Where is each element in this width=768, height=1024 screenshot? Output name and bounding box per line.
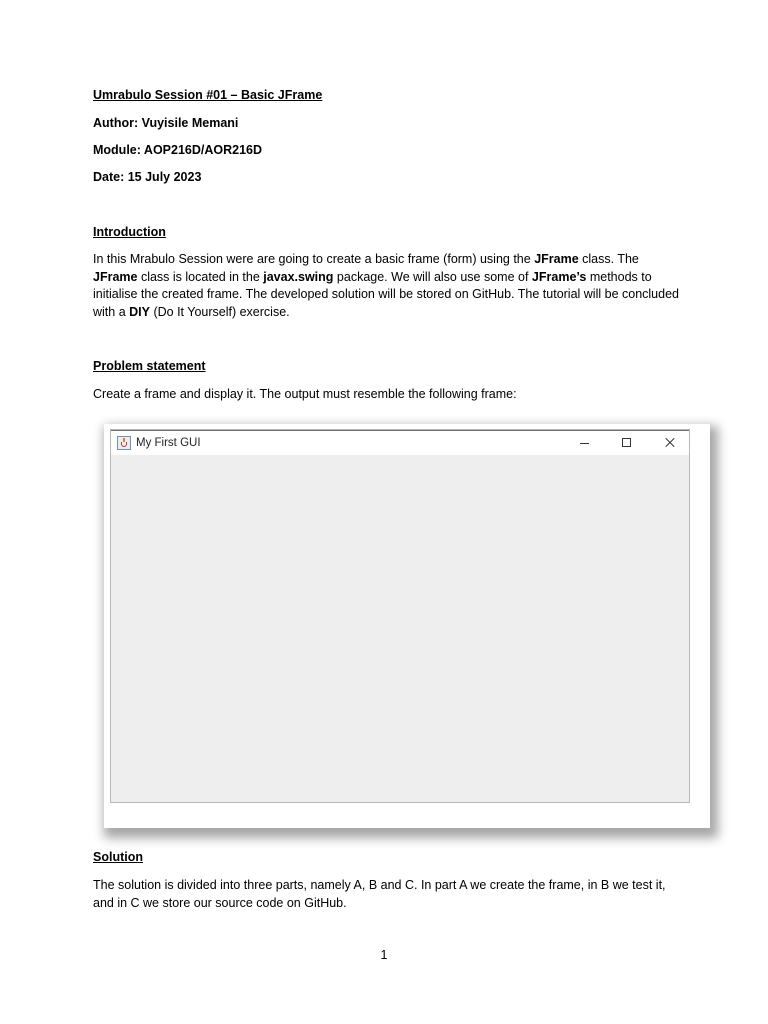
page-number: 1 <box>380 948 388 962</box>
solution-text: The solution is divided into three parts, namely A, B and C. In part A we create the frame, in B we test it, and in C we store our source code on GitHub. <box>93 878 666 910</box>
intro-bold-diy: DIY <box>129 304 150 319</box>
intro-bold-jframes: JFrame’s <box>531 269 587 284</box>
document-title: Umrabulo Session #01 – Basic JFrame <box>93 88 323 102</box>
maximize-icon[interactable] <box>614 434 640 452</box>
author-line: Author: Vuyisile Memani <box>93 116 239 130</box>
minimize-icon[interactable] <box>571 434 597 452</box>
intro-bold-jframe: JFrame <box>534 252 579 266</box>
solution-heading: Solution <box>93 850 143 864</box>
problem-text: Create a frame and display it. The output must resemble the following frame: <box>93 387 517 401</box>
intro-text: In this Mrabulo Session were are going to create a basic frame (form) using the <box>93 252 535 266</box>
window-content-pane <box>111 455 689 802</box>
jframe-window <box>110 429 690 803</box>
intro-text: (Do It Yourself) exercise. <box>149 304 290 319</box>
java-icon <box>117 436 131 450</box>
introduction-paragraph <box>93 251 683 321</box>
intro-text: package. We will also use some of <box>333 269 532 284</box>
problem-heading: Problem statement <box>93 359 206 373</box>
module-line: Module: AOP216D/AOR216D <box>93 143 263 157</box>
date-line: Date: 15 July 2023 <box>93 170 202 184</box>
intro-bold-package: javax.swing <box>263 269 334 284</box>
intro-text: methods to initialise the created frame. The developed solution will be stored on GitHub. The tutorial will be concluded with a <box>93 269 679 319</box>
window-titlebar[interactable] <box>111 430 689 455</box>
intro-bold-jframe: JFrame <box>93 269 138 284</box>
intro-text: class. The <box>578 252 639 266</box>
close-icon[interactable] <box>657 434 683 452</box>
window-title: My First GUI <box>136 437 201 449</box>
introduction-heading: Introduction <box>93 225 166 239</box>
intro-text: class is located in the <box>137 269 264 284</box>
